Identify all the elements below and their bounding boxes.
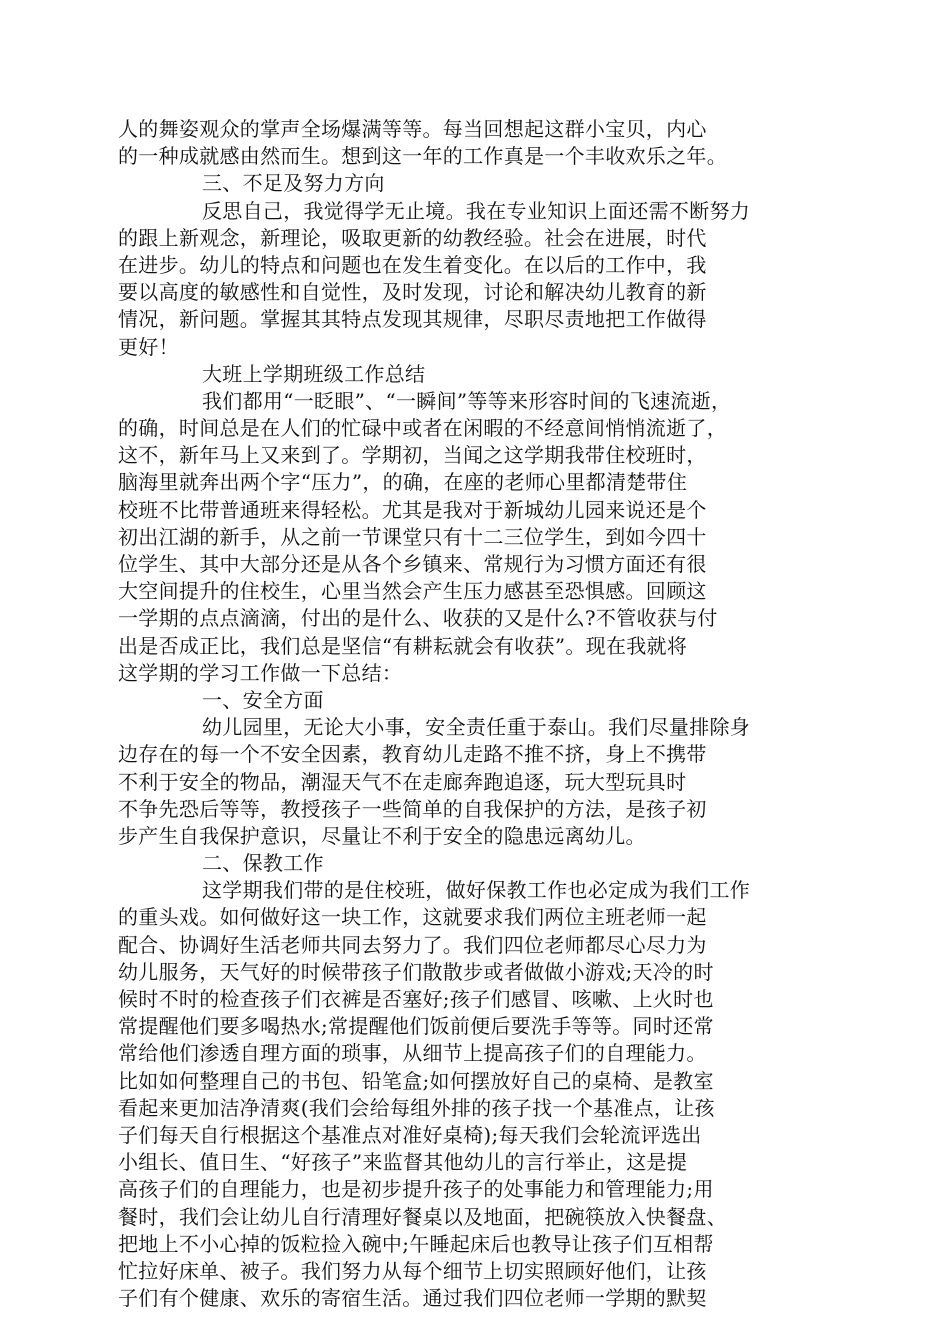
text-line: 要以高度的敏感性和自觉性，及时发现，讨论和解决幼儿教育的新 [118,280,707,305]
text-line: 餐时，我们会让幼儿自行清理好餐桌以及地面，把碗筷放入快餐盘、 [118,1204,727,1229]
text-line: 子们有个健康、欢乐的寄宿生活。通过我们四位老师一学期的默契 [118,1286,707,1311]
text-line: 这学期的学习工作做一下总结： [118,660,403,685]
text-line: 一学期的点点滴滴，付出的是什么、收获的又是什么?不管收获与付 [118,606,718,631]
text-line: 这学期我们带的是住校班，做好保教工作也必定成为我们工作 [202,878,751,903]
text-line: 一、安全方面 [202,687,324,712]
text-line: 情况，新问题。掌握其其特点发现其规律，尽职尽责地把工作做得 [118,307,707,332]
text-line: 在进步。幼儿的特点和问题也在发生着变化。在以后的工作中，我 [118,252,707,277]
text-line: 大空间提升的住校生，心里当然会产生压力感甚至恐惧感。回顾这 [118,579,707,604]
text-line: 子们每天自行根据这个基准点对准好桌椅);每天我们会轮流评选出 [118,1122,702,1147]
text-line: 三、不足及努力方向 [202,171,385,196]
text-line: 看起来更加洁净清爽(我们会给每组外排的孩子找一个基准点，让孩 [118,1095,715,1120]
text-line: 的一种成就感由然而生。想到这一年的工作真是一个丰收欢乐之年。 [118,144,727,169]
text-line: 常给他们渗透自理方面的琐事，从细节上提高孩子们的自理能力。 [118,1041,707,1066]
text-line: 的跟上新观念，新理论，吸取更新的幼教经验。社会在进展，时代 [118,225,707,250]
text-line: 幼儿园里，无论大小事，安全责任重于泰山。我们尽量排除身 [202,715,751,740]
text-line: 的重头戏。如何做好这一块工作，这就要求我们两位主班老师一起 [118,905,707,930]
text-line: 的确，时间总是在人们的忙碌中或者在闲暇的不经意间悄悄流逝了， [118,416,727,441]
text-line: 二、保教工作 [202,851,324,876]
text-line: 更好！ [118,334,179,359]
text-line: 不利于安全的物品，潮湿天气不在走廊奔跑追逐，玩大型玩具时 [118,769,687,794]
text-line: 高孩子们的自理能力，也是初步提升孩子的处事能力和管理能力;用 [118,1177,714,1202]
document-body [118,116,830,1312]
text-line: 常提醒他们要多喝热水;常提醒他们饭前便后要洗手等等。同时还常 [118,1014,714,1039]
text-line: 小组长、值日生、“好孩子”来监督其他幼儿的言行举止，这是提 [118,1150,688,1175]
text-line: 比如如何整理自己的书包、铅笔盒;如何摆放好自己的桌椅、是教室 [118,1068,714,1093]
text-line: 边存在的每一个不安全因素，教育幼儿走路不推不挤，身上不携带 [118,742,707,767]
text-line: 初出江湖的新手，从之前一节课堂只有十二三位学生，到如今四十 [118,524,707,549]
text-line: 把地上不小心掉的饭粒捡入碗中;午睡起床后也教导让孩子们互相帮 [118,1231,714,1256]
text-line: 脑海里就奔出两个字“压力”，的确，在座的老师心里都清楚带住 [118,470,688,495]
document-page [118,116,830,1312]
text-line: 幼儿服务，天气好的时候带孩子们散散步或者做做小游戏;天冷的时 [118,959,714,984]
text-line: 位学生、其中大部分还是从各个乡镇来、常规行为习惯方面还有很 [118,552,707,576]
text-line: 配合、协调好生活老师共同去努力了。我们四位老师都尽心尽力为 [118,932,707,957]
text-line: 大班上学期班级工作总结 [202,361,426,386]
text-line: 忙拉好床单、被子。我们努力从每个细节上切实照顾好他们，让孩 [118,1258,707,1283]
text-line: 出是否成正比，我们总是坚信“有耕耘就会有收获”。现在我就将 [118,633,688,658]
text-line: 不争先恐后等等，教授孩子一些简单的自我保护的方法，是孩子初 [118,796,707,821]
text-line: 这不，新年马上又来到了。学期初，当闻之这学期我带住校班时， [118,443,707,468]
text-line: 步产生自我保护意识，尽量让不利于安全的隐患远离幼儿。 [118,823,646,848]
text-line: 人的舞姿观众的掌声全场爆满等等。每当回想起这群小宝贝，内心 [118,117,707,141]
text-line: 候时不时的检查孩子们衣裤是否塞好;孩子们感冒、咳嗽、上火时也 [118,987,714,1011]
text-line: 反思自己，我觉得学无止境。我在专业知识上面还需不断努力 [202,198,751,223]
text-line: 我们都用“一眨眼”、“一瞬间”等等来形容时间的飞速流逝， [202,388,732,413]
text-line: 校班不比带普通班来得轻松。尤其是我对于新城幼儿园来说还是个 [118,497,707,522]
